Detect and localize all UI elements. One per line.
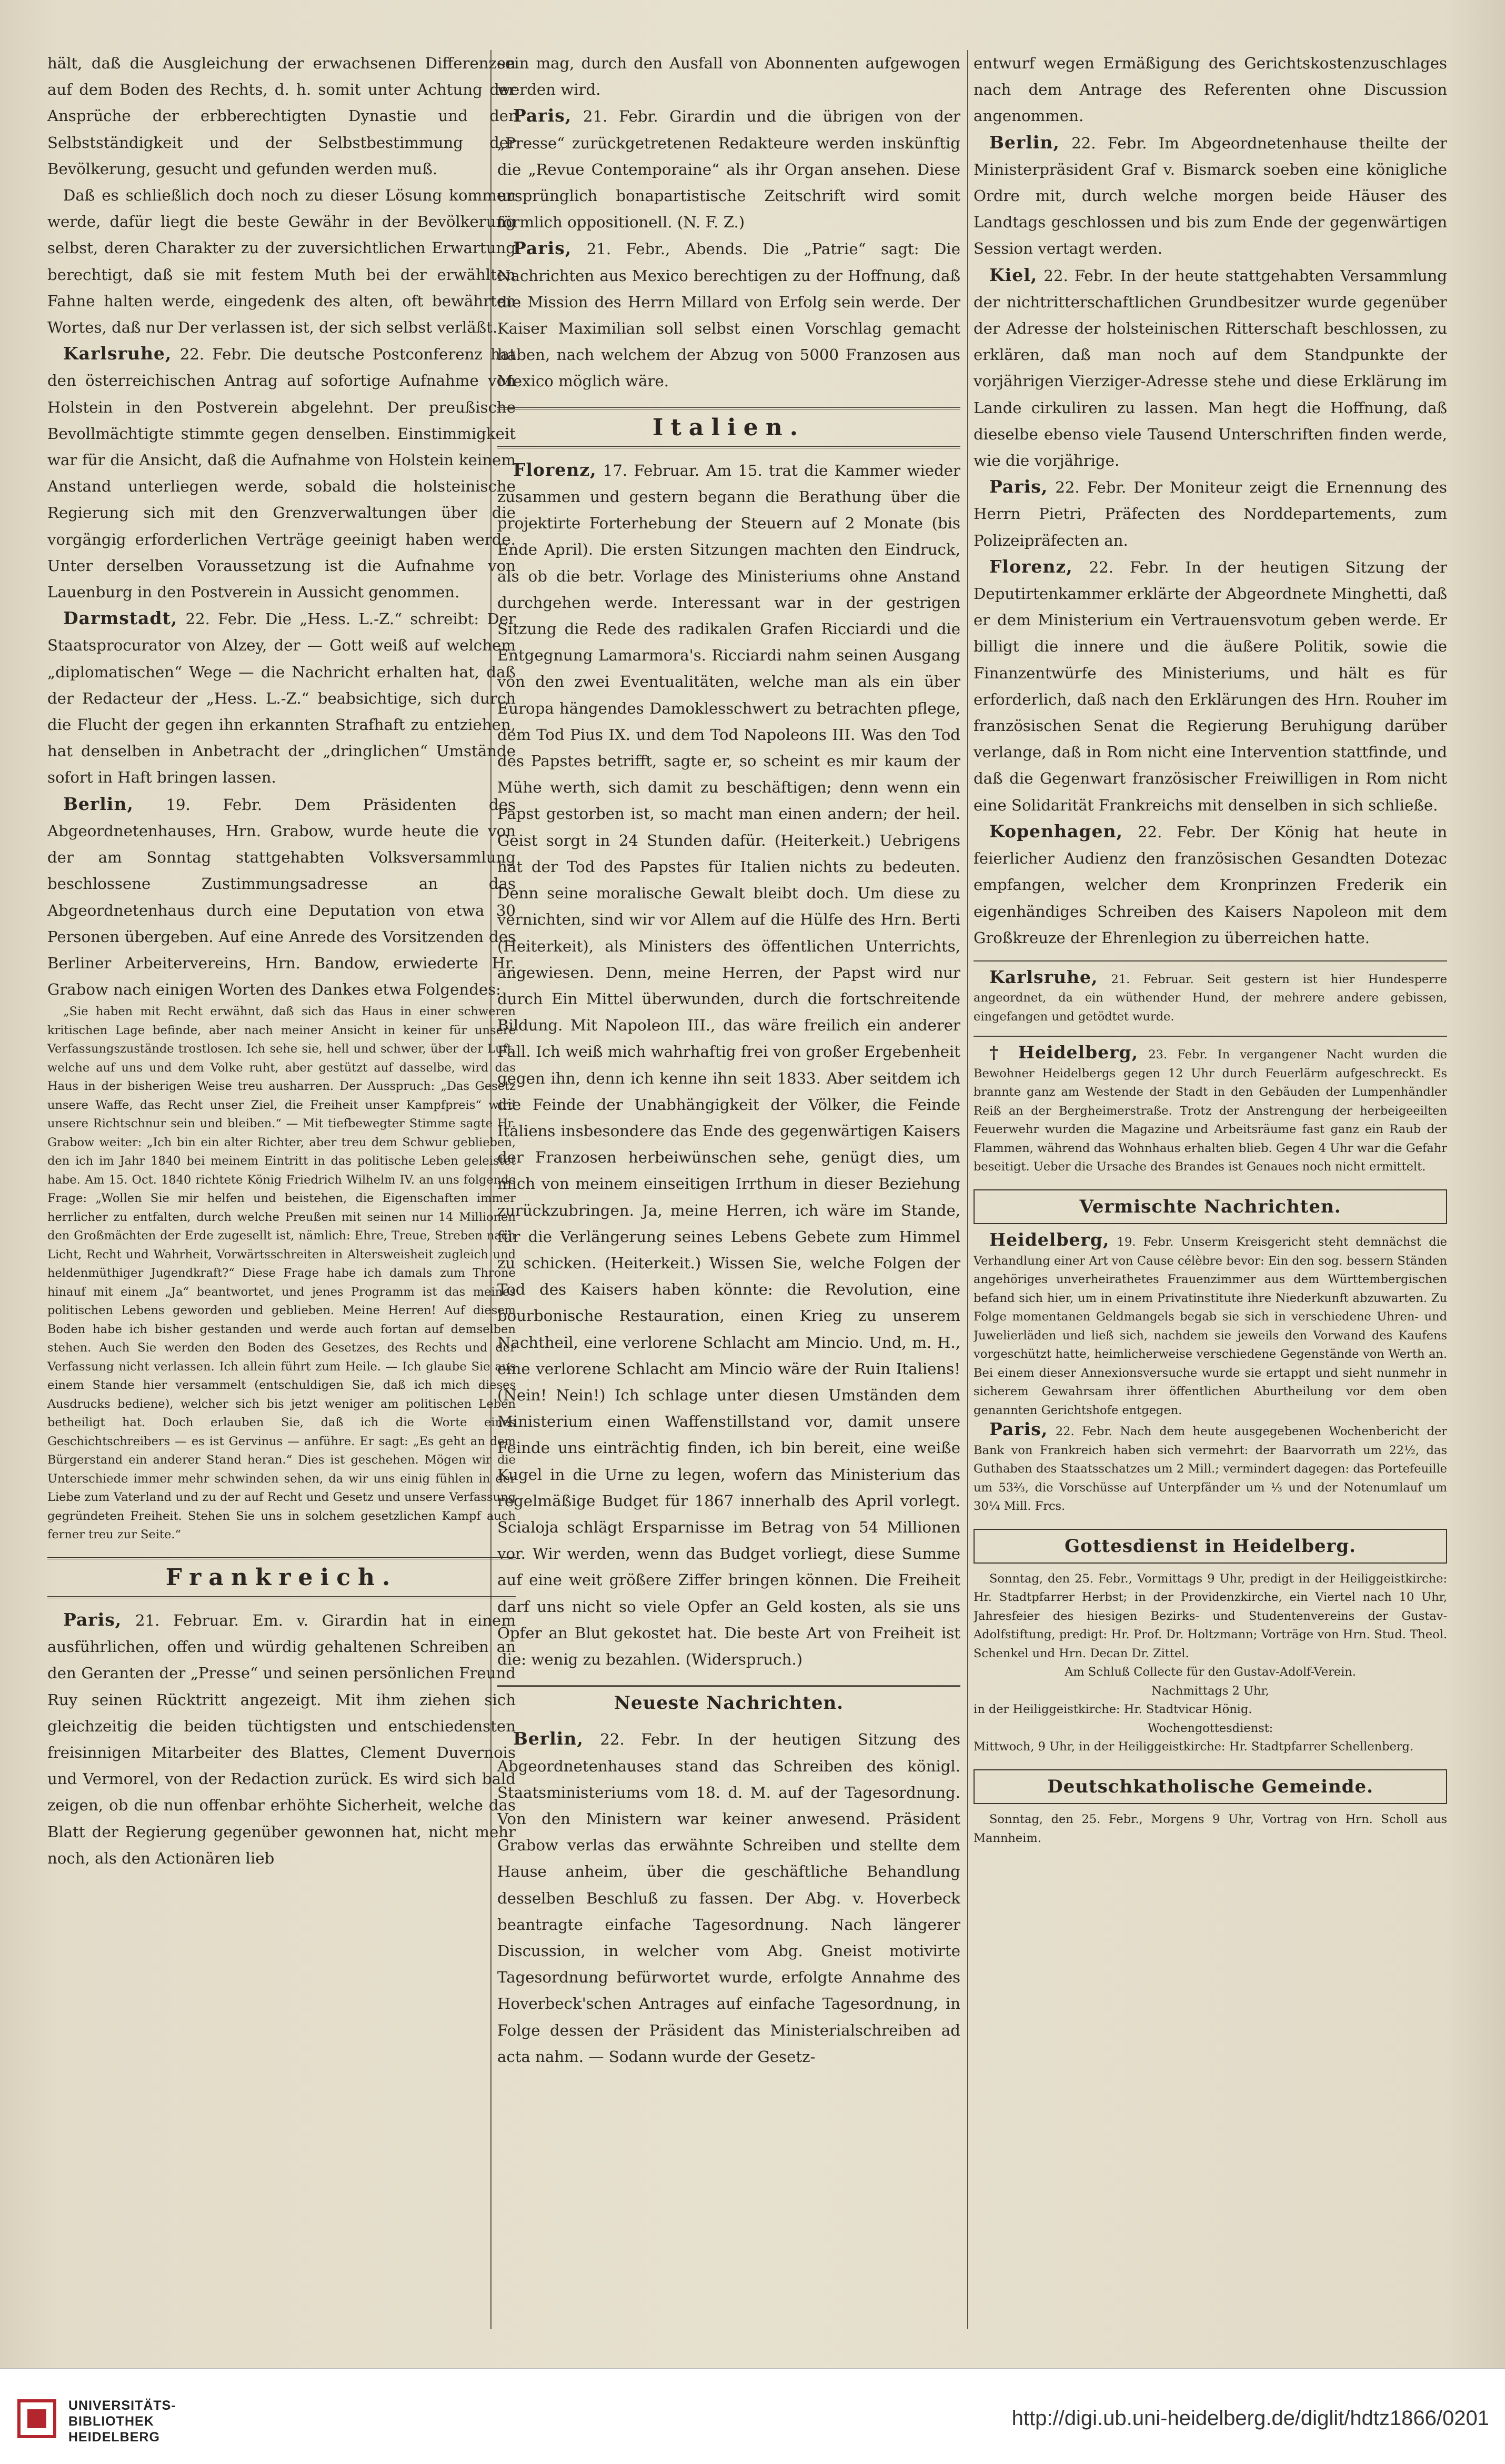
article-text: 22. Febr. Die „Hess. L.-Z.“ schreibt: Der Staatsprocurator von Alzey, der — Gott weiß auf welchem „diplomatischen“ Wege — die Nachricht erhalten hat, daß der Redacteur der „Hess. L.-Z.“ beabsichtige, sich durch die Flucht der gegen ihn erkannten Strafhaft zu entziehen, hat denselben in Anbetracht der „dringlichen“ Umstände sofort in Haft bringen lassen. <box>47 610 516 787</box>
article <box>974 474 1447 554</box>
article <box>47 1607 516 1871</box>
service-listing: Sonntag, den 25. Febr., Vormittags 9 Uhr, predigt in der Heiliggeistkirche: Hr. Stadtpfarrer Herbst; in der Providenzkirche, ein Viertel nach 10 Uhr, Jahresfeier des hiesigen Bezirks- und Studentenvereins der Gustav-Adolfstiftung, predigt: Hr. Prof. Dr. Holtzmann; Vorträge von Hrn. Stud. Theol. Schenkel und Hrn. Decan Dr. Zittel. <box>974 1571 1447 1660</box>
permalink[interactable]: http://digi.ub.uni-heidelberg.de/diglit/hdtz1866/0201 <box>1011 2407 1489 2430</box>
dateline: Kopenhagen, <box>989 820 1123 842</box>
article-text: 22. Febr. In der heutigen Sitzung des Abgeordnetenhauses stand das Schreiben des königl. Staatsministeriums vom 18. d. M. auf der Tagesordnung. Von den Ministern war keiner anwesend. Präsident Grabow verlas das erwähnte Schreiben und stellte dem Hause anheim, über die geschäftliche Behandlung desselben Beschluß zu fassen. Der Abg. v. Hoverbeck beantragte einfache Tagesordnung. Nach längerer Discussion, in welcher vom Abg. Gneist motivirte Tagesordnung befürwortet wurde, erfolgte Annahme des Hoverbeck'schen Antrages auf einfache Tagesordnung, in Folge dessen der Präsident das Ministerialschreiben ad acta nahm. — Sodann wurde der Gesetz- <box>497 1730 960 2066</box>
article-text: 22. Febr. Im Abgeordnetenhause theilte der Ministerpräsident Graf v. Bismarck soeben eine königliche Ordre mit, durch welche morgen beide Häuser des Landtags geschlossen und bis zum Ende der gegenwärtigen Session vertagt werden. <box>974 134 1447 258</box>
article <box>497 457 960 1672</box>
dateline: Karlsruhe, <box>63 343 172 364</box>
dateline: Florenz, <box>513 459 597 480</box>
article <box>47 605 516 790</box>
article <box>47 791 516 1003</box>
divider <box>974 960 1447 961</box>
article-text: 21. Februar. Em. v. Girardin hat in einem ausführlichen, offen und würdig gehaltenen Schreiben an den Geranten der „Presse“ und seinen persönlichen Freund Ruy seinen Rücktritt angezeigt. Mit ihm ziehen sich gleichzeitig die beiden tüchtigsten und entschiedensten freisinnigen Mitarbeiter des Blattes, Clement Duvernois und Vermorel, von der Redaction zurück. Es wird sich bald zeigen, ob die nun offenbar erhöhte Sicherheit, welche das Blatt der Regierung gegenüber gewonnen hat, nicht mehr noch, als den Actionären lieb <box>47 1611 516 1867</box>
dateline: Berlin, <box>513 1728 584 1749</box>
dateline: Paris, <box>513 238 572 259</box>
article <box>497 235 960 394</box>
article-text: 21. Februar. Seit gestern ist hier Hundesperre angeordnet, da ein wüthender Hund, der mehrere andere gebissen, eingefangen und getödtet wurde. <box>974 972 1447 1024</box>
dateline: Paris, <box>63 1609 122 1630</box>
article-text: Daß es schließlich doch noch zu dieser Lösung kommen werde, dafür liegt die beste Gewähr in der Bevölkerung selbst, deren Charakter zu der zuversichtlichen Erwartung berechtigt, daß sie mit festem Muth bei der erwählten Fahne halten werde, eingedenk des alten, oft bewährten Wortes, daß nur Der verlassen ist, der sich selbst verläßt. <box>47 186 516 337</box>
article-text: 21. Febr., Abends. Die „Patrie“ sagt: Die Nachrichten aus Mexico berechtigen zu der Hoffnung, daß die Mission des Herrn Millard von Erfolg sein werde. Der Kaiser Maximilian soll selbst einen Vorschlag gemacht haben, nach welchem der Abzug von 5000 Franzosen aus Mexico möglich wäre. <box>497 240 960 390</box>
column-divider <box>967 50 968 2329</box>
service-listing: Mittwoch, 9 Uhr, in der Heiliggeistkirche: Hr. Stadtpfarrer Schellenberg. <box>974 1740 1414 1754</box>
dateline: Kiel, <box>989 264 1038 285</box>
column-1 <box>47 50 516 2339</box>
quoted-speech: „Sie haben mit Recht erwähnt, daß sich das Haus in einer schweren kritischen Lage befinde, aber nach meiner Ansicht in keiner für unsere Verfassungszustände trostlosen. Ich sehe sie, hell und schwer, über der Luft, welche auf uns und dem Volke ruht, aber gestützt auf dasselbe, wird das Haus in der bisherigen Weise treu ausharren. Der Ausspruch: „Das Gesetz unsere Waffe, das Recht unser Ziel, die Freiheit unser Kampfpreis“ wird unsere Richtschnur sein und bleiben.“ — Mit tiefbewegter Stimme sagte Hr. Grabow weiter: „Ich bin ein alter Richter, aber treu dem Schwur geblieben, den ich im Jahr 1840 bei meinem Eintritt in das politische Leben geleistet habe. Am 15. Oct. 1840 richtete König Friedrich Wilhelm IV. an uns folgende Frage: „Wollen Sie mir helfen und beistehen, die Eigenschaften immer herrlicher zu entfalten, durch welche Preußen mit seinen nur 14 Millionen den Großmächten der Erde zugesellt ist, nämlich: Ehre, Treue, Streben nach Licht, Recht und Wahrheit, Vorwärtsschreiten in Altersweisheit zugleich und heldenmüthiger Jugendkraft?“ Diese Frage habe ich damals zum Throne hinauf mit einem „Ja“ beantwortet, und jenes Programm ist das meines politischen Lebens geworden und geblieben. Meine Herren! Auf diesem Boden habe ich bisher gestanden und werde auch fortan auf demselben stehen. Auch Sie werden den Boden des Gesetzes, des Rechts und der Verfassung nicht verlassen. Ich allein führt zum Heile. — Ich glaube Sie aus einem Stande hier versammelt (entschuldigen Sie, daß ich mich dieses Ausdrucks bediene), welcher sich bis jetzt weniger am politischen Leben betheiligt hat. Doch erlauben Sie, daß ich die Worte eines Geschichtschreibers — es ist Gervinus — anführe. Er sagt: „Es geht an dem Bürgerstand ein anderer Stand heran.“ Dies ist geschehen. Mögen wir die Unterschiede immer mehr schwinden sehen, da wir uns einig fühlen in der Liebe zum Vaterland und zu der auf Recht und Gesetz und unsere Verfassung gegründeten Freiheit. Stehen Sie uns in solchem gesetzlichen Kampf auch ferner treu zur Seite.“ <box>47 1005 516 1542</box>
column-3 <box>974 50 1447 2339</box>
section-box-heading: Vermischte Nachrichten. <box>974 1189 1447 1224</box>
dateline: Paris, <box>989 1419 1048 1440</box>
library-name: UNIVERSITÄTS- <box>68 2398 176 2413</box>
article <box>47 340 516 605</box>
article-text: 22. Febr. Der Moniteur zeigt die Ernennung des Herrn Pietri, Präfecten des Norddepartements, zum Polizeipräfecten an. <box>974 478 1447 549</box>
article <box>974 262 1447 474</box>
dateline: † Heidelberg, <box>989 1042 1139 1063</box>
section-heading: Italien. <box>497 407 960 448</box>
article-text: 23. Febr. In vergangener Nacht wurden die Bewohner Heidelbergs gegen 12 Uhr durch Feuerlärm aufgeschreckt. Es brannte ganz am Westende der Stadt in den Gebäuden der Lumpenhändler Reiß an der Bergheimerstraße. Trotz der Anstrengung der herbeigeeilten Feuerwehr wurden die Magazine und Arbeitsräume fast ganz ein Raub der Flammen, während das Wohnhaus erhalten blieb. Gegen 4 Uhr war die Gefahr beseitigt. Ueber die Ursache des Brandes ist Genaues noch nicht ermittelt. <box>974 1048 1447 1174</box>
article-text: 19. Febr. Dem Präsidenten des Abgeordnetenhauses, Hrn. Grabow, wurde heute die von der am Sonntag stattgehabten Volksversammlung beschlossene Zustimmungsadresse an das Abgeordnetenhaus durch eine Deputation von etwa 30 Personen übergeben. Auf eine Anrede des Vorsitzenden des Berliner Arbeitervereins, Hrn. Bandow, erwiederte Hr. Grabow nach einigen Worten des Dankes etwa Folgendes: <box>47 795 516 999</box>
article <box>974 818 1447 951</box>
service-listing: Sonntag, den 25. Febr., Morgens 9 Uhr, Vortrag von Hrn. Scholl aus Mannheim. <box>974 1812 1447 1845</box>
dateline: Darmstadt, <box>63 608 178 629</box>
article-text: sein mag, durch den Ausfall von Abonnenten aufgewogen werden wird. <box>497 54 960 99</box>
article-text: 22. Febr. Der König hat heute in feierlicher Audienz den französischen Gesandten Dotezac empfangen, welcher dem Kronprinzen Frederik ein eigenhändiges Schreiben des Kaisers Napoleon mit dem Großkreuze der Ehrenlegion zu überreichen hatte. <box>974 823 1447 947</box>
dateline: Karlsruhe, <box>989 966 1098 987</box>
article-text: 17. Februar. Am 15. trat die Kammer wieder zusammen und gestern begann die Berathung über die projektirte Forterhebung der Steuern auf 2 Monate (bis Ende April). Die ersten Sitzungen machten den Eindruck, als ob die betr. Vorlage des Ministeriums ohne Anstand durchgehen werde. Interessant war in der gestrigen Sitzung die Rede des radikalen Grafen Ricciardi und die Entgegnung Lamarmora's. Ricciardi nahm seinen Ausgang von den zwei Eventualitäten, welche man als ein über Europa hängendes Damoklesschwert zu betrachten pflege, dem Tod Pius IX. und dem Tod Napoleons III. Was den Tod des Papstes betrifft, sagte er, so scheint es mir kaum der Mühe werth, sich damit zu beschäftigen; denn wenn ein Papst gestorben ist, so macht man einen andern; der heil. Geist sorgt in 24 Stunden dafür. (Heiterkeit.) Uebrigens hat der Tod des Papstes für Italien nichts zu bedeuten. Denn seine moralische Gewalt bleibt doch. Um diese zu vernichten, sind wir vor Allem auf die Hülfe des Hrn. Berti (Heiterkeit), als Ministers des öffentlichen Unterrichts, angewiesen. Denn, meine Herren, der Papst wird nur durch Ein Mittel überwunden, durch die fortschreitende Bildung. Mit Napoleon III., das wäre freilich ein anderer Fall. Ich weiß mich wahrhaftig frei von großer Ergebenheit gegen ihn, denn ich kenne ihn seit 1833. Aber seitdem ich die Feinde der Unabhängigkeit der Völker, die Feinde Italiens insbesondere das Ende des gegenwärtigen Kaisers der Franzosen herbeiwünschen sehe, genügt dies, um mich von meinem einseitigen Irrthum in dieser Beziehung zurückzubringen. Ja, meine Herren, ich wäre im Stande, für die Verlängerung seines Lebens Gebete zum Himmel zu schicken. (Heiterkeit.) Wissen Sie, welche Folgen der Tod des Kaisers haben könnte: die Revolution, eine bourbonische Restauration, einen Krieg zu unserem Nachtheil, eine verlorene Schlacht am Mincio. Und, m. H., eine verlorene Schlacht am Mincio wäre der Ruin Italiens! (Nein! Nein!) Ich schlage unter diesen Umständen dem Ministerium einen Waffenstillstand vor, damit unsere Feinde uns einträchtig finden, ich bin bereit, eine weiße Kugel in die Urne zu legen, wofern das Ministerium das regelmäßige Budget für 1867 innerhalb des April vorlegt. Scialoja schlägt Ersparnisse im Betrag von 54 Millionen vor. Wir werden, wenn das Budget vorliegt, diese Summe auf eine weit größere Ziffer bringen können. Die Freiheit darf uns nicht so viele Opfer an Geld kosten, als sie uns Opfer an Blut gekostet hat. Die beste Art von Freiheit ist die: wenig zu bezahlen. (Widerspruch.) <box>497 461 960 1668</box>
divider <box>974 1036 1447 1037</box>
library-name: BIBLIOTHEK <box>68 2414 154 2429</box>
library-logo-icon <box>16 2398 58 2440</box>
article <box>974 1420 1447 1516</box>
service-listing: Am Schluß Collecte für den Gustav-Adolf-Verein. <box>1065 1665 1356 1679</box>
dateline: Paris, <box>513 105 572 126</box>
article-text: 22. Febr. In der heute stattgehabten Versammlung der nichtritterschaftlichen Grundbesitzer wurde gegenüber der Adresse der holsteinischen Ritterschaft beschlossen, zu erklären, daß man noch auf dem Standpunkte der vorjährigen Vierziger-Adresse stehe und diese Erklärung im Lande cirkuliren zu lassen. Man hegt die Hoffnung, daß dieselbe ebenso viele Tausend Unterschriften finden werde, wie die vorjährige. <box>974 266 1447 470</box>
article-text: 21. Febr. Girardin und die übrigen von der „Presse“ zurückgetretenen Redakteure werden inskünftig die „Revue Contemporaine“ als ihr Organ ansehen. Diese ursprünglich bonapartistische Zeitschrift wird somit förmlich oppositionell. (N. F. Z.) <box>497 107 960 232</box>
article-text: 22. Febr. Die deutsche Postconferenz hat den österreichischen Antrag auf sofortige Aufnahme von Holstein in den Postverein abgelehnt. Der preußische Bevollmächtigte stimmte gegen denselben. Einstimmigkeit war für die Ansicht, daß die Aufnahme von Holstein keinem Anstand unterliegen werde, sobald die holsteinische Regierung sich mit den Grenzverwaltungen über die vorgängig erforderlichen Verträge geeinigt haben werde. Unter derselben Voraussetzung ist die Aufnahme von Lauenburg in den Postverein in Aussicht genommen. <box>47 345 516 602</box>
dateline: Paris, <box>989 476 1048 497</box>
section-heading: Frankreich. <box>47 1557 516 1598</box>
dateline: Berlin, <box>63 793 134 814</box>
article-text: 22. Febr. In der heutigen Sitzung der Deputirtenkammer erklärte der Abgeordnete Minghetti, daß er dem Ministerium ein Vertrauensvotum geben werde. Er billigt die innere und die äußere Politik, sowie die Finanzentwürfe des Ministeriums, und hält es für erforderlich, daß nach den Erklärungen des Hrn. Rouher im französischen Senat die Regierung Beruhigung darüber verlange, daß in Rom nicht eine Intervention stattfinde, und daß die Gegenwart französischer Freiwilligen in Rom nicht eine Solidarität Frankreichs mit denselben in sich schließe. <box>974 558 1447 814</box>
library-name: HEIDELBERG <box>68 2430 160 2445</box>
section-box-heading: Gottesdienst in Heidelberg. <box>974 1529 1447 1564</box>
service-listing: Wochengottesdienst: <box>1147 1721 1273 1735</box>
article <box>974 1230 1447 1420</box>
section-box-heading: Deutschkatholische Gemeinde. <box>974 1769 1447 1804</box>
article <box>497 103 960 235</box>
article <box>974 554 1447 818</box>
article <box>974 1043 1447 1177</box>
service-listing: in der Heiliggeistkirche: Hr. Stadtvicar Hönig. <box>974 1702 1252 1717</box>
service-listing: Nachmittags 2 Uhr, <box>1151 1684 1269 1698</box>
dateline: Heidelberg, <box>989 1229 1110 1250</box>
viewer-footer <box>0 2368 1505 2464</box>
dateline: Florenz, <box>989 556 1073 577</box>
dateline: Berlin, <box>989 132 1060 153</box>
article-text: 19. Febr. Unserm Kreisgericht steht demnächst die Verhandlung einer Art von Cause célèbre bevor: Ein den sog. bessern Ständen angehöriges unverheirathetes Frauenzimmer aus dem Württembergischen befand sich hier, um in einem Privatinstitute ihre Niederkunft abzuwarten. Zu Folge momentanen Geldmangels begab sie sich in verschiedene Uhren- und Juwelierläden und ließ sich, nachdem sie jeweils den Vorwand des Kaufens vorgeschützt hatte, heimlicherweise verschiedene Gegenstände von Werth an. Bei einem dieser Annexionsversuche wurde sie ertappt und sieht nunmehr in sicherem Gewahrsam ihrer öffentlichen Aburtheilung vor dem oben genannten Gerichtshofe entgegen. <box>974 1235 1447 1417</box>
column-2 <box>497 50 960 2339</box>
section-heading: Neueste Nachrichten. <box>497 1685 960 1719</box>
article-text: 22. Febr. Nach dem heute ausgegebenen Wochenbericht der Bank von Frankreich haben sich vermehrt: der Baarvorrath um 22½, das Guthaben des Staatsschatzes um 2 Mill.; vermindert dagegen: das Portefeuille um 53⅔, die Vorschüsse auf Unterpfänder um ⅓ und der Notenumlauf um 30¼ Mill. Frcs. <box>974 1425 1447 1514</box>
article-text: hält, daß die Ausgleichung der erwachsenen Differenzen auf dem Boden des Rechts, d. h. somit unter Achtung der Ansprüche der erbberechtigten Dynastie und der Selbstständigkeit und der Selbstbestimmung der Bevölkerung, gesucht und gefunden werden muß. <box>47 54 516 178</box>
article-text: entwurf wegen Ermäßigung des Gerichtskostenzuschlages nach dem Antrage des Referenten ohne Discussion angenommen. <box>974 54 1447 125</box>
article <box>974 968 1447 1027</box>
article <box>497 1726 960 2070</box>
article <box>974 129 1447 262</box>
